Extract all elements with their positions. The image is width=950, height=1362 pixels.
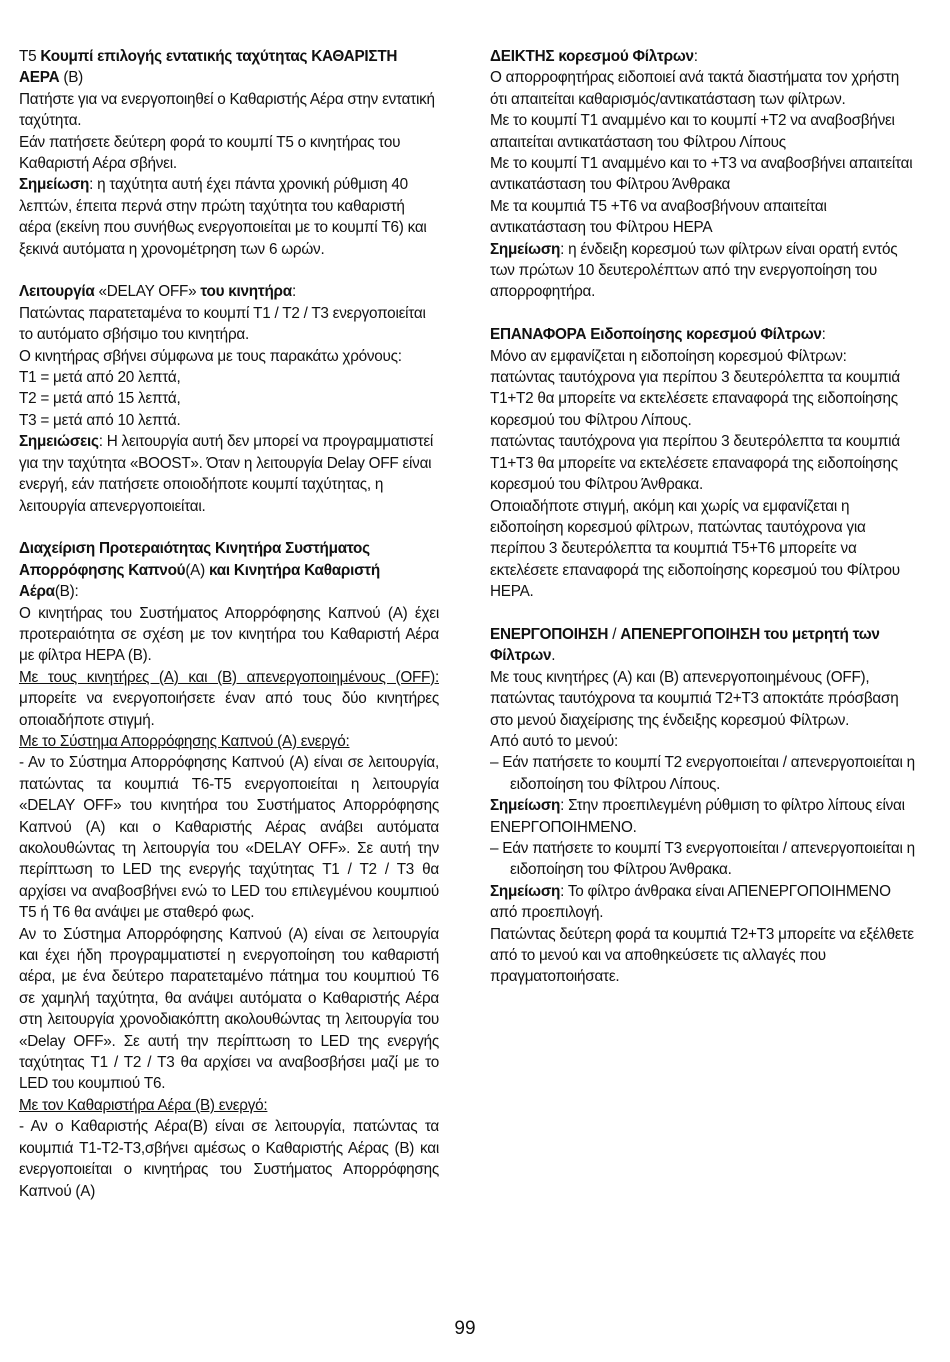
filter-counter-title-b: / [608, 625, 621, 643]
delay-time-t3: T3 = μετά από 10 λεπτά. [19, 411, 181, 429]
delay-title-a: Λειτουργία [19, 283, 95, 301]
filter-index-note-text: : η ένδειξη κορεσμού των φίλτρων είναι ορατή εντός των πρώτων 10 δευτερολέπτων από την ενεργοποίηση του απορροφητήρα. [490, 240, 898, 301]
t5-paragraph-2: Εάν πατήσετε δεύτερη φορά το κουμπί T5 ο κινητήρας του Καθαριστή Αέρα σβήνει. [19, 133, 401, 173]
page-number: 99 [454, 1318, 476, 1339]
filter-counter-section [490, 624, 915, 988]
delay-paragraph-1: Πατώντας παρατεταμένα το κουμπί T1 / T2 / T3 ενεργοποιείται το αυτόματο σβήσιμο του κινητήρα. [19, 304, 426, 344]
filter-reset-title: ΕΠΑΝΑΦΟΡΑ Ειδοποίησης κορεσμού Φίλτρων [490, 326, 822, 344]
priority-paragraph-5: - Αν ο Καθαριστής Αέρα(B) είναι σε λειτουργία, πατώντας τα κουμπιά T1-T2-T3,σβήνει αμέσως ο Καθαριστής Αέρας (B) και ενεργοποιείται ο κινητήρας του Συστήματος Απορρόφησης Καπνού (A) [19, 1118, 439, 1200]
t5-note-text: : η ταχύτητα αυτή έχει πάντα χρονική ρύθμιση 40 λεπτών, έπειτα περνά στην πρώτη ταχύτητα του καθαριστή αέρα (εκείνη που συνήθως ενεργοποιείται με το κουμπί T6) και ξεκινά αυτόματα η χρονομέτρηση των 6 ωρών. [19, 176, 427, 258]
delay-title-c: του κινητήρα [200, 283, 292, 301]
delay-off-heading [19, 281, 439, 302]
filter-index-heading [490, 46, 915, 67]
priority-paragraph-4: Αν το Σύστημα Απορρόφησης Καπνού (A) είναι σε λειτουργία και έχει ήδη προγραμματιστεί η ενεργοποίηση του καθαριστή αέρα, με ένα δεύτερο παρατεταμένο πάτημα του κουμπιού T6 σε χαμηλή ταχύτητα, θα ανάψει αυτόματα ο Καθαριστής Αέρα στη λειτουργία χρονοδιακόπτη ακολουθώντας τη λειτουργία του «Delay OFF». Σε αυτή την περίπτωση το LED της ενεργής ταχύτητας T1 / T2 / T3 θα αρχίσει να αναβοσβήσει μαζί με το LED του κουμπιού T6. [19, 925, 439, 1093]
priority-b-heading-line [19, 1095, 439, 1116]
delay-note-label: Σημειώσεις [19, 433, 99, 451]
filter-index-note-label: Σημείωση [490, 240, 561, 258]
filter-counter-note-1-text: : Στην προεπιλεγμένη ρύθμιση το φίλτρο λίπους είναι ΕΝΕΡΓΟΠΟΙΗΜΕΝΟ. [490, 797, 905, 836]
filter-counter-note-2 [490, 881, 915, 924]
t5-note [19, 174, 439, 260]
filter-index-title: ΔΕΙΚΤΗΣ κορεσμού Φίλτρων [490, 48, 694, 65]
delay-title-d: : [291, 283, 296, 301]
delay-paragraph-2: Ο κινητήρας σβήνει σύμφωνα με τους παρακάτω χρόνους: [19, 347, 402, 365]
filter-reset-title-suffix: : [821, 326, 826, 344]
priority-section [19, 538, 439, 1202]
filter-counter-title-a: ΕΝΕΡΓΟΠΟΙΗΣΗ [490, 625, 609, 643]
filter-reset-heading [490, 324, 915, 345]
t5-title: Κουμπί επιλογής εντατικής ταχύτητας ΚΑΘΑΡΙΣΤΗ ΑΕΡΑ [19, 48, 398, 87]
filter-counter-title-c: ΑΠΕΝΕΡΓΟΠΟΙΗΣΗ του μετρητή των Φίλτρων [490, 625, 880, 665]
delay-off-section [19, 281, 439, 516]
t5-heading [19, 46, 439, 89]
filter-index-title-suffix: : [693, 48, 698, 65]
priority-off-heading: Με τους κινητήρες (A) και (B) απενεργοποιημένους (OFF): [19, 668, 439, 686]
delay-note-text: : Η λειτουργία αυτή δεν μπορεί να προγραμματιστεί για την ταχύτητα «BOOST». Όταν η λειτουργία Delay OFF είναι ενεργή, εάν πατήσετε οποιοδήποτε κουμπί ταχύτητας, η λειτουργία απενεργοποιείται. [19, 433, 434, 515]
filter-index-paragraph-4: Με τα κουμπιά T5 +T6 να αναβοσβήνουν απαιτείται αντικατάσταση του Φίλτρου HEPA [490, 197, 827, 237]
filter-counter-note-2-text: : Το φίλτρο άνθρακα είναι ΑΠΕΝΕΡΓΟΠΟΙΗΜΕΝΟ από προεπιλογή. [490, 882, 891, 922]
priority-b-active-heading: Με τον Καθαριστήρα Αέρα (B) ενεργό: [19, 1096, 268, 1114]
priority-heading [19, 538, 439, 602]
filter-reset-paragraph-2: πατώντας ταυτόχρονα για περίπου 3 δευτερόλεπτα τα κουμπιά T1+T2 θα μπορείτε να εκτελέσετε επαναφορά της ειδοποίησης κορεσμού του Φίλτρου Λίπους. [490, 369, 900, 429]
filter-counter-dash-item-2: – Εάν πατήσετε το κουμπί T3 ενεργοποιείται / απενεργοποιείται η ειδοποίηση του Φίλτρου Άνθρακα. [490, 840, 915, 879]
right-column [490, 46, 915, 988]
delay-time-t2: T2 = μετά από 15 λεπτά, [19, 390, 181, 408]
t5-section [19, 46, 439, 260]
filter-index-paragraph-3: Με το κουμπί T1 αναμμένο και το +T3 να αναβοσβήνει απαιτείται αντικατάσταση του Φίλτρου Άνθρακα [490, 155, 913, 194]
filter-counter-heading [490, 624, 915, 667]
t5-suffix: (B) [59, 69, 84, 87]
priority-title-a: Διαχείριση Προτεραιότητας Κινητήρα Συστήματος Απορρόφησης Καπνού [19, 540, 370, 579]
t5-paragraph-1: Πατήστε για να ενεργοποιηθεί ο Καθαριστής Αέρα στην εντατική ταχύτητα. [19, 90, 435, 130]
filter-counter-paragraph-2: Από αυτό το μενού: [490, 732, 619, 750]
filter-index-note [490, 239, 915, 303]
filter-reset-paragraph-1: Μόνο αν εμφανίζεται η ειδοποίηση κορεσμού Φίλτρων: [490, 347, 847, 365]
filter-counter-note-2-label: Σημείωση [490, 882, 561, 900]
filter-counter-paragraph-3: Πατώντας δεύτερη φορά τα κουμπιά T2+T3 μπορείτε να εξέλθετε από το μενού και να αποθηκεύσετε τις αλλαγές που πραγματοποιήσατε. [490, 925, 914, 986]
priority-a-heading-line [19, 731, 439, 752]
delay-time-t1: T1 = μετά από 20 λεπτά, [19, 369, 181, 387]
filter-counter-note-1-label: Σημείωση [490, 797, 561, 815]
filter-index-paragraph-2: Με το κουμπί T1 αναμμένο και το κουμπί +T2 να αναβοσβήνει απαιτείται αντικατάσταση του Φίλτρου Λίπους [490, 112, 895, 151]
filter-counter-title-d: . [551, 647, 556, 665]
filter-counter-note-1 [490, 795, 915, 838]
priority-paragraph-3: - Αν το Σύστημα Απορρόφησης Καπνού (A) είναι σε λειτουργία, πατώντας τα κουμπιά T6-T5 ενεργοποιείται η λειτουργία «DELAY OFF» του κινητήρα του Συστήματος Απορρόφησης Καπνού (A) και ο Καθαριστής Αέρας ανάβει αυτόματα ακολουθώντας τη λειτουργία του «DELAY OFF». Σε αυτή την περίπτωση το LED της ενεργής ταχύτητας T1 / T2 / T3 θα αρχίσει να αναβοσβήνει ενώ το LED του επιλεγμένου κουμπιού T5 ή T6 θα ανάψει με σταθερό φως. [19, 754, 439, 922]
delay-note [19, 431, 439, 517]
priority-paragraph-1: Ο κινητήρας του Συστήματος Απορρόφησης Καπνού (A) έχει προτεραιότητα σε σχέση με τον κινητήρα του Καθαριστή Αέρα με φίλτρα HEPA (B). [19, 604, 439, 665]
delay-title-b: «DELAY OFF» [94, 283, 201, 301]
left-column [19, 46, 439, 1202]
filter-counter-dash-item-1: – Εάν πατήσετε το κουμπί T2 ενεργοποιείται / απενεργοποιείται η ειδοποίηση του Φίλτρου Λίπους. [490, 754, 915, 793]
priority-off-text: μπορείτε να ενεργοποιήσετε έναν από τους δύο κινητήρες οποιαδήποτε στιγμή. [19, 690, 439, 729]
t5-note-label: Σημείωση [19, 176, 90, 194]
priority-a-active-heading: Με το Σύστημα Απορρόφησης Καπνού (A) ενεργό: [19, 732, 350, 750]
priority-off-paragraph [19, 667, 439, 731]
priority-title-b: (A) [185, 561, 209, 579]
filter-counter-paragraph-1: Με τους κινητήρες (A) και (B) απενεργοποιημένους (OFF), πατώντας ταυτόχρονα τα κουμπιά T2+T3 αποκτάτε πρόσβαση στο μενού διαχείρισης της ένδειξης κορεσμού Φίλτρων. [490, 668, 899, 729]
filter-index-section [490, 46, 915, 303]
filter-reset-paragraph-4: Οποιαδήποτε στιγμή, ακόμη και χωρίς να εμφανίζεται η ειδοποίηση κορεσμού φίλτρων, πατώντας ταυτόχρονα για περίπου 3 δευτερόλεπτα τα κουμπιά T5+T6 μπορείτε να εκτελέσετε επαναφορά της ειδοποίησης κορεσμού του Φίλτρου HEPA. [490, 497, 900, 601]
t5-prefix: T5 [19, 48, 41, 65]
priority-title-c: και Κινητήρα Καθαριστή Αέρα [19, 561, 380, 601]
filter-reset-section [490, 324, 915, 602]
filter-reset-paragraph-3: πατώντας ταυτόχρονα για περίπου 3 δευτερόλεπτα τα κουμπιά T1+T3 θα μπορείτε να εκτελέσετε επαναφορά της ειδοποίησης κορεσμού του Φίλτρου Άνθρακα. [490, 433, 900, 494]
filter-index-paragraph-1: Ο απορροφητήρας ειδοποιεί ανά τακτά διαστήματα τον χρήστη ότι απαιτείται καθαρισμός/αντικατάσταση των φίλτρων. [490, 69, 899, 108]
priority-title-d: (B): [54, 583, 79, 601]
